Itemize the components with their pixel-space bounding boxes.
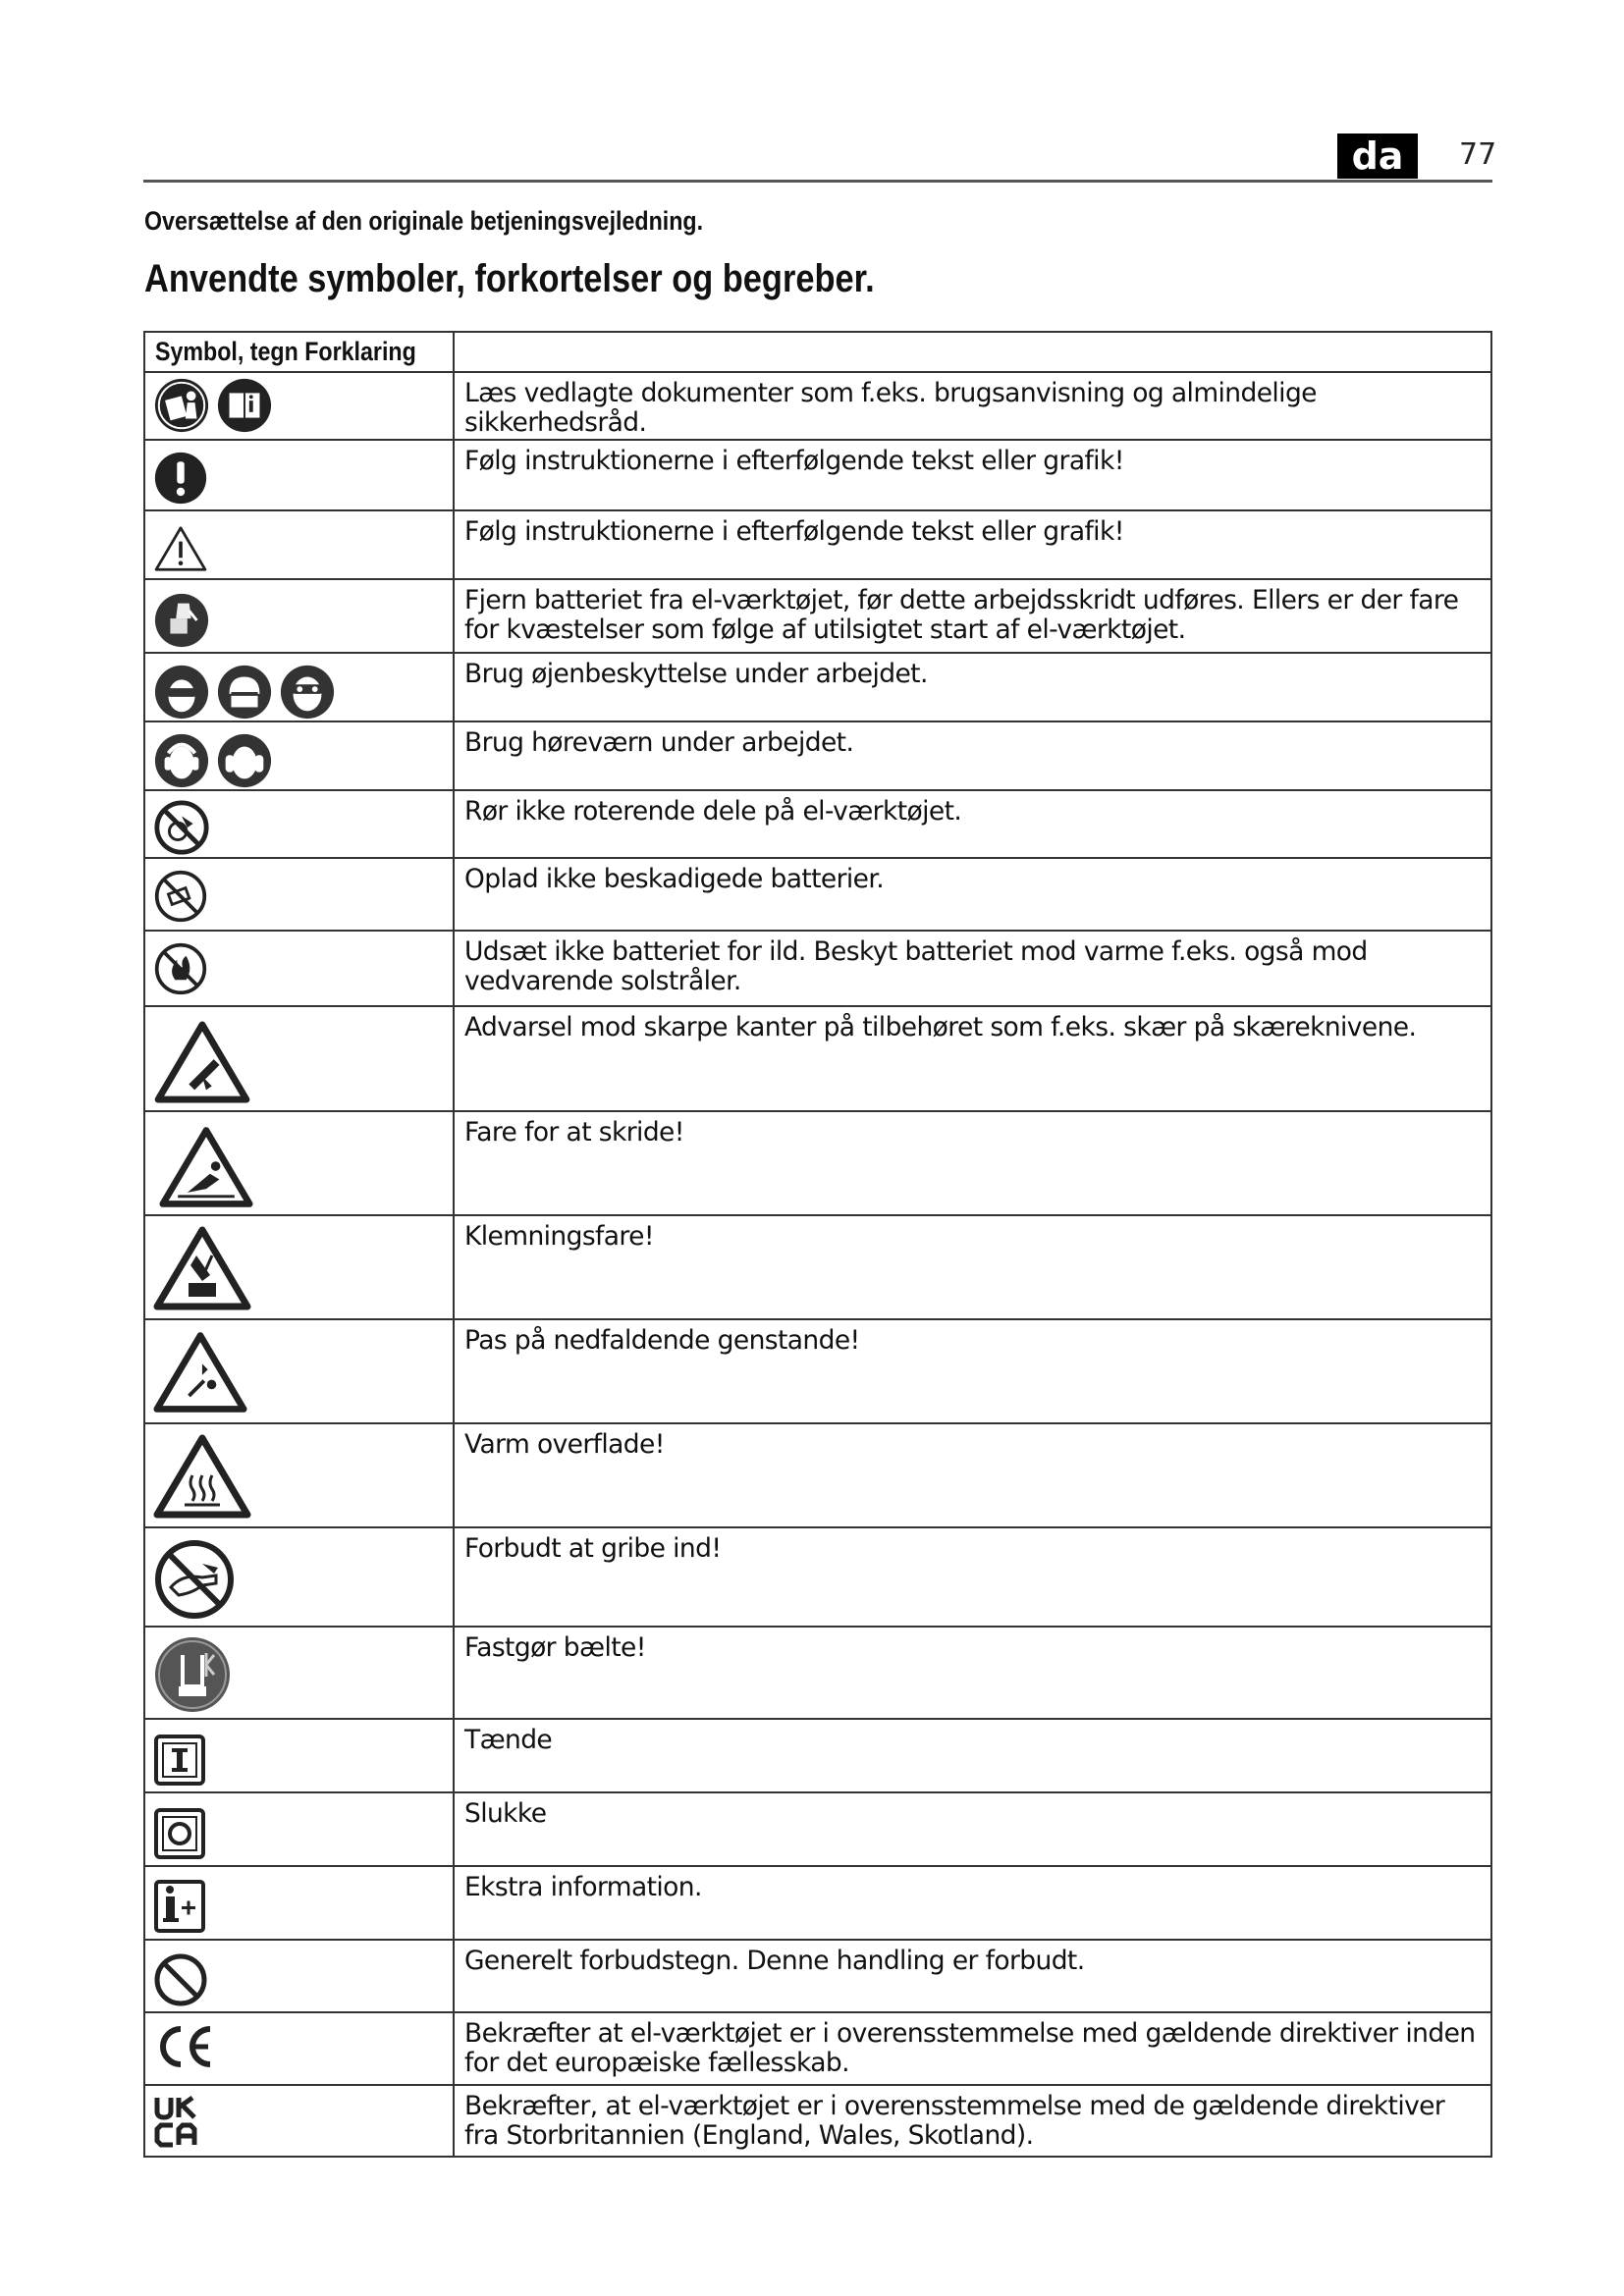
description-cell: Bekræfter at el-værktøjet er i overensstemmelse med gældende direktiver inden for det europæiske fællesskab. — [454, 2012, 1491, 2085]
symbol-cell — [144, 579, 454, 653]
table-row — [144, 653, 1491, 721]
extra-info-icon — [153, 1879, 206, 1934]
symbol-cell — [144, 2085, 454, 2157]
language-badge: da — [1337, 133, 1418, 179]
table-row — [144, 372, 1491, 440]
description-cell: Bekræfter, at el-værktøjet er i overensstemmelse med de gældende direktiver fra Storbritannien (England, Wales, Skotland). — [454, 2085, 1491, 2157]
no-charge-damaged-icon — [153, 869, 208, 924]
symbol-cell — [144, 653, 454, 721]
symbol-cell — [144, 1627, 454, 1719]
description-cell: Advarsel mod skarpe kanter på tilbehøret som f.eks. skær på skæreknivene. — [454, 1006, 1491, 1111]
remove-battery-icon — [153, 592, 210, 649]
description-cell: Slukke — [454, 1792, 1491, 1866]
exclamation-icon — [153, 451, 208, 506]
info-book-icon — [216, 377, 273, 434]
table-row — [144, 1319, 1491, 1423]
description-cell: Oplad ikke beskadigede batterier. — [454, 858, 1491, 931]
ce-mark-icon — [153, 2023, 216, 2070]
symbol-cell — [144, 931, 454, 1006]
description-cell: Pas på nedfaldende genstande! — [454, 1319, 1491, 1423]
symbol-cell — [144, 1866, 454, 1940]
goggles-icon — [279, 664, 336, 721]
eye-protection-icon — [153, 664, 210, 721]
table-row — [144, 1792, 1491, 1866]
hot-surface-warning-icon — [153, 1434, 251, 1519]
description-cell: Tænde — [454, 1719, 1491, 1792]
table-row — [144, 1006, 1491, 1111]
table-header-cell: Symbol, tegn Forklaring — [144, 332, 454, 372]
falling-objects-warning-icon — [153, 1330, 247, 1415]
description-cell: Udsæt ikke batteriet for ild. Beskyt batteriet mod varme f.eks. også mod vedvarende solstråler. — [454, 931, 1491, 1006]
table-row — [144, 1215, 1491, 1319]
table-row — [144, 931, 1491, 1006]
symbol-cell — [144, 1215, 454, 1319]
slip-hazard-warning-icon — [159, 1126, 253, 1208]
power-off-icon — [153, 1807, 206, 1860]
symbol-cell — [144, 440, 454, 510]
table-row — [144, 1866, 1491, 1940]
symbol-cell — [144, 790, 454, 858]
description-cell: Forbudt at gribe ind! — [454, 1527, 1491, 1627]
symbol-cell — [144, 1719, 454, 1792]
table-row — [144, 1627, 1491, 1719]
no-touch-rotating-icon — [153, 799, 210, 856]
table-row — [144, 2085, 1491, 2157]
description-cell: Klemningsfare! — [454, 1215, 1491, 1319]
read-manual-icon — [153, 377, 210, 434]
symbol-cell — [144, 1940, 454, 2012]
ear-protection-icon — [153, 732, 210, 789]
table-row — [144, 510, 1491, 579]
fasten-belt-icon — [153, 1635, 232, 1714]
description-cell: Brug høreværn under arbejdet. — [454, 721, 1491, 790]
description-cell: Fastgør bælte! — [454, 1627, 1491, 1719]
table-row — [144, 2012, 1491, 2085]
prohibition-icon — [153, 1952, 208, 2007]
symbol-cell — [144, 1792, 454, 1866]
symbol-cell — [144, 372, 454, 440]
description-cell: Generelt forbudstegn. Denne handling er forbudt. — [454, 1940, 1491, 2012]
sharp-edges-warning-icon — [153, 1021, 251, 1103]
power-on-icon — [153, 1734, 206, 1787]
table-row — [144, 1719, 1491, 1792]
description-cell: Ekstra information. — [454, 1866, 1491, 1940]
page-number: 77 — [1459, 137, 1497, 172]
symbol-cell — [144, 1319, 454, 1423]
description-cell: Følg instruktionerne i efterfølgende tekst eller grafik! — [454, 440, 1491, 510]
face-shield-icon — [216, 664, 273, 721]
description-cell: Rør ikke roterende dele på el-værktøjet. — [454, 790, 1491, 858]
table-row — [144, 858, 1491, 931]
description-cell: Fare for at skride! — [454, 1111, 1491, 1215]
table-row — [144, 440, 1491, 510]
no-fire-battery-icon — [153, 941, 208, 996]
no-reaching-in-icon — [153, 1538, 236, 1621]
table-row — [144, 1940, 1491, 2012]
symbol-cell — [144, 1006, 454, 1111]
table-row — [144, 790, 1491, 858]
table-row — [144, 721, 1491, 790]
description-cell: Varm overflade! — [454, 1423, 1491, 1527]
symbol-cell — [144, 1111, 454, 1215]
description-cell: Læs vedlagte dokumenter som f.eks. brugsanvisning og almindelige sikkerhedsråd. — [454, 372, 1491, 440]
document-subtitle: Oversættelse af den originale betjeningsvejledning. — [144, 206, 704, 236]
ear-muffs-icon — [216, 732, 273, 789]
page-title: Anvendte symboler, forkortelser og begreber. — [144, 257, 875, 300]
description-cell: Følg instruktionerne i efterfølgende tekst eller grafik! — [454, 510, 1491, 579]
table-row — [144, 1423, 1491, 1527]
symbol-cell — [144, 510, 454, 579]
ukca-mark-icon — [153, 2094, 200, 2149]
warning-triangle-icon — [153, 525, 208, 572]
symbol-cell — [144, 1527, 454, 1627]
pinch-hazard-warning-icon — [153, 1226, 251, 1310]
symbols-table — [143, 331, 1492, 2158]
description-cell: Fjern batteriet fra el-værktøjet, før dette arbejdsskridt udføres. Ellers er der fare for kvæstelser som følge af utilsigtet start af el-værktøjet. — [454, 579, 1491, 653]
table-header-row — [144, 332, 1491, 372]
symbol-cell — [144, 2012, 454, 2085]
table-row — [144, 1527, 1491, 1627]
table-row — [144, 1111, 1491, 1215]
symbol-cell — [144, 1423, 454, 1527]
header-rule — [143, 180, 1492, 183]
symbol-cell — [144, 721, 454, 790]
table-row — [144, 579, 1491, 653]
description-cell: Brug øjenbeskyttelse under arbejdet. — [454, 653, 1491, 721]
symbol-cell — [144, 858, 454, 931]
